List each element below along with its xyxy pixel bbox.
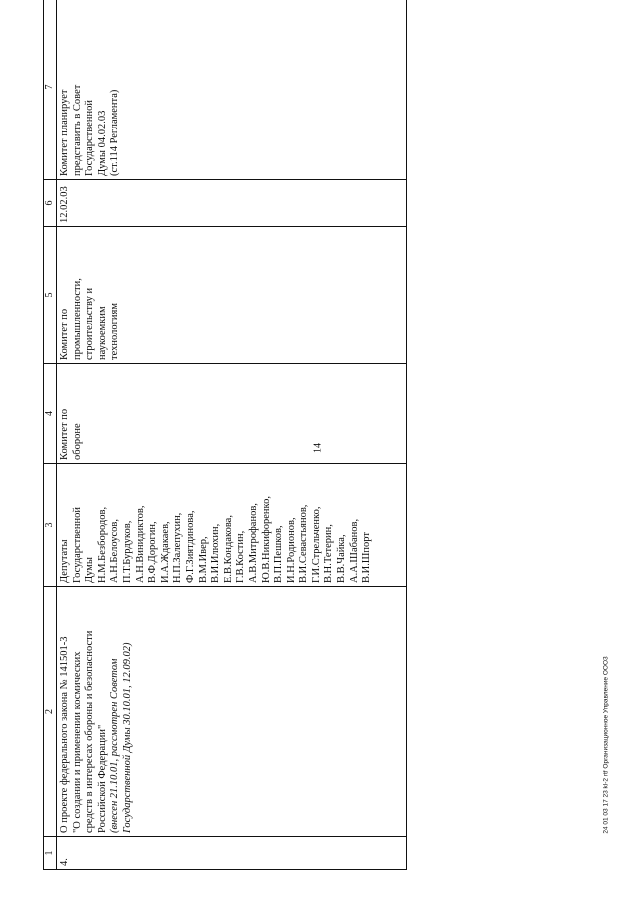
committee-cell — [57, 364, 407, 464]
author-item: Ф.Г.Зиятдинова, — [184, 510, 196, 583]
author-item: В.И.Шпорт — [361, 532, 373, 583]
author-item: Н.П.Залепухин, — [172, 512, 184, 583]
row-number: 4. — [57, 837, 407, 870]
bill-note — [109, 590, 134, 833]
author-item: Г.И.Стрельченко, — [310, 506, 322, 583]
author-item: И.Н.Родионов, — [285, 517, 297, 583]
bill-title — [59, 590, 109, 833]
header-col-4: 4 — [44, 364, 57, 464]
author-item: В.В.Чайка, — [336, 534, 348, 583]
page-number: 14 — [312, 443, 324, 453]
table-row — [57, 0, 407, 870]
author-item: В.Н.Тетерин, — [323, 524, 335, 583]
notes-line: Государственной — [84, 100, 96, 176]
author-item: Депутаты — [59, 539, 70, 583]
author-item: Г.В.Костин, — [235, 530, 247, 583]
author-item: В.П.Пешков, — [273, 525, 285, 583]
header-col-7: 7 — [44, 0, 57, 180]
author-item: П.Т.Бурдуков, — [121, 520, 133, 583]
author-item: А.Н.Белоусов, — [109, 519, 121, 583]
co-committee-line: строительству и — [84, 287, 96, 360]
author-item: А.Н.Винидиктов, — [134, 505, 146, 583]
bill-table — [43, 0, 407, 870]
author-item: А.В.Митрофанов, — [247, 503, 259, 583]
author-item: А.А.Шабанов, — [348, 518, 360, 583]
co-committee-line: наукоемким — [96, 306, 108, 360]
author-item: В.И.Севастьянов, — [298, 504, 310, 583]
author-item: В.Ф.Дорогин, — [147, 521, 159, 583]
header-row — [44, 0, 57, 870]
header-col-6: 6 — [44, 180, 57, 227]
co-committee-cell — [57, 227, 407, 364]
notes-line: (ст.114 Регламента) — [109, 89, 121, 176]
note-line: (внесен 21.10.01, рассмотрен Советом — [109, 658, 121, 833]
co-committee-line: технологиям — [109, 303, 121, 360]
co-committee-line: Комитет по — [59, 308, 70, 360]
title-line: средств в интересах обороны и безопасности — [84, 630, 96, 833]
author-item: Думы — [84, 557, 96, 583]
author-item: Н.М.Безбородов, — [96, 506, 108, 583]
rotated-table-wrapper — [43, 30, 413, 870]
authors-cell — [57, 464, 407, 587]
header-col-2: 2 — [44, 587, 57, 837]
title-line: Российской Федерации" — [96, 724, 108, 833]
author-item: В.М.Ивер, — [197, 536, 209, 583]
notes-line: Думы 04.02.03 — [96, 110, 108, 176]
bill-title-cell — [57, 587, 407, 837]
committee-line: обороне — [71, 423, 83, 460]
header-col-3: 3 — [44, 464, 57, 587]
date-cell: 12.02.03 — [57, 180, 407, 227]
authors-list — [59, 467, 374, 583]
author-item: Ю.В.Никифоренко, — [260, 496, 272, 583]
author-item: Государственной — [71, 507, 83, 583]
author-item: В.И.Илюхин, — [210, 523, 222, 583]
notes-cell — [57, 0, 407, 180]
responsible-committee — [59, 367, 84, 460]
notes-line: Комитет планирует — [59, 89, 70, 176]
notes-line: представить в Совет — [71, 84, 83, 176]
author-item: Е.В.Кондакова, — [222, 515, 234, 583]
author-item: И.А.Ждакаев, — [159, 521, 171, 583]
committee-line: Комитет по — [59, 408, 70, 460]
title-line: О проекте федерального закона № 141501-3 — [59, 636, 70, 833]
co-committee-line: промышленности, — [71, 278, 83, 360]
note-line: Государственной Думы 30.10.01, 12.09.02) — [121, 642, 133, 833]
co-executor-committee — [59, 230, 122, 360]
committee-notes — [59, 0, 122, 176]
header-col-5: 5 — [44, 227, 57, 364]
header-col-1: 1 — [44, 837, 57, 870]
footer-text: 24 01 03 17 23 kl-2 rtf Организационное Управление ООО3 — [602, 656, 610, 834]
title-line: "О создании и применении космических — [71, 651, 83, 833]
